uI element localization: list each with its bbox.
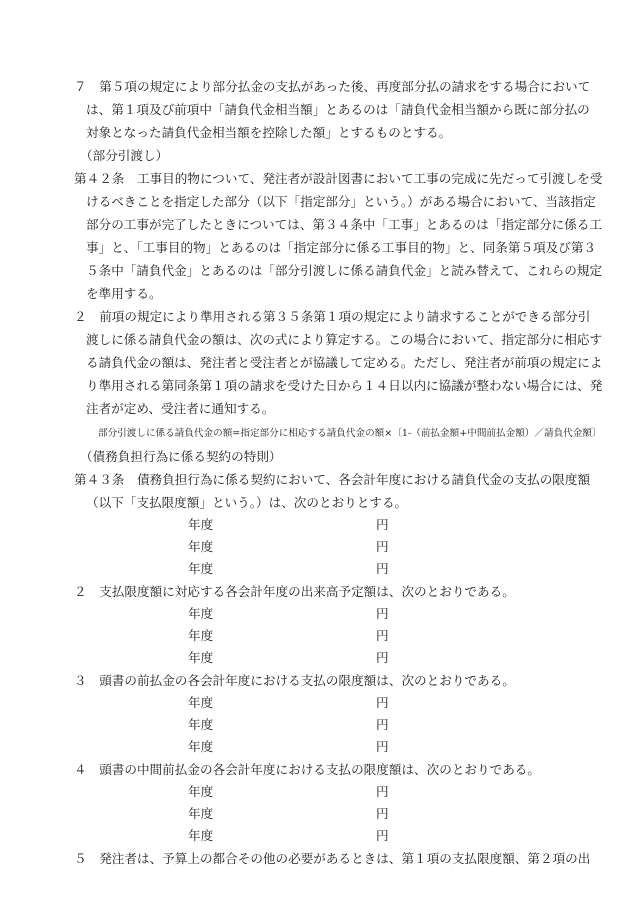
yen-label: 円: [376, 717, 389, 732]
yen-label: 円: [376, 606, 389, 621]
yen-label: 円: [376, 806, 389, 821]
article42-line-6: を準用する。: [86, 286, 162, 301]
year-label: 年度: [188, 739, 214, 754]
year-label: 年度: [188, 806, 214, 821]
article43-para-2: ２ 支払限度額に対応する各会計年度の出来高予定額は、次のとおりである。: [74, 584, 515, 599]
article42-line-3: 部分の工事が完了したときについては、第３４条中「工事」とあるのは「指定部分に係る工: [86, 217, 603, 232]
year-label: 年度: [188, 695, 214, 710]
article42-2-line-2: 渡しに係る請負代金の額は、次の式により算定する。この場合において、指定部分に相応す: [86, 332, 603, 347]
article42-line-2: けるべきことを指定した部分（以下「指定部分」という。）がある場合において、当該指定: [86, 194, 596, 209]
article43-line-1: 第４３条 債務負担行為に係る契約において、各会計年度における請負代金の支払の限度額: [74, 472, 591, 487]
yen-label: 円: [376, 828, 389, 843]
article43-para-3: ３ 頭書の前払金の各会計年度における支払の限度額は、次のとおりである。: [74, 673, 515, 688]
article42-line-4: 事」と、「工事目的物」とあるのは「指定部分に係る工事目的物」と、同条第５項及び第３: [86, 240, 597, 255]
year-label: 年度: [188, 561, 214, 576]
heading-article-43: （債務負担行為に係る契約の特則）: [80, 449, 282, 464]
year-label: 年度: [188, 828, 214, 843]
article43-para-4: ４ 頭書の中間前払金の各会計年度における支払の限度額は、次のとおりである。: [74, 762, 540, 777]
article42-2-line-4: り準用される第同条第１項の請求を受けた日から１４日以内に協議が整わない場合には、発: [86, 378, 603, 393]
yen-label: 円: [376, 739, 389, 754]
section7-line-1: ７ 第５項の規定により部分払金の支払があった後、再度部分払の請求をする場合において: [74, 79, 591, 94]
year-label: 年度: [188, 650, 214, 665]
article42-2-line-3: る請負代金の額は、発注者と受注者とが協議して定める。ただし、発注者が前項の規定によ: [86, 355, 603, 370]
section7-line-2: は、第１項及び前項中「請負代金相当額」とあるのは「請負代金相当額から既に部分払の: [86, 102, 590, 117]
yen-label: 円: [376, 695, 389, 710]
heading-article-42: （部分引渡し）: [80, 148, 169, 163]
article42-line-1: 第４２条 工事目的物について、発注者が設計図書において工事の完成に先だって引渡しを受: [74, 171, 603, 186]
yen-label: 円: [376, 561, 389, 576]
formula-line: 部分引渡しに係る請負代金の額=指定部分に相応する請負代金の額×〔1-（前払金額+中間前払金額）／請負代金額〕: [98, 428, 602, 439]
article43-line-2: （以下「支払限度額」という。）は、次のとおりとする。: [86, 495, 408, 510]
yen-label: 円: [376, 784, 389, 799]
article42-2-line-5: 注者が定め、受注者に通知する。: [86, 401, 275, 416]
year-label: 年度: [188, 628, 214, 643]
article42-line-5: ５条中「請負代金」とあるのは「部分引渡しに係る請負代金」と読み替えて、これらの規定: [86, 263, 603, 278]
yen-label: 円: [376, 517, 389, 532]
year-label: 年度: [188, 539, 214, 554]
year-label: 年度: [188, 717, 214, 732]
year-label: 年度: [188, 606, 214, 621]
article43-para-5: ５ 発注者は、予算上の都合その他の必要があるときは、第１項の支払限度額、第２項の出: [74, 851, 591, 866]
yen-label: 円: [376, 539, 389, 554]
yen-label: 円: [376, 628, 389, 643]
yen-label: 円: [376, 650, 389, 665]
year-label: 年度: [188, 517, 214, 532]
year-label: 年度: [188, 784, 214, 799]
article42-2-line-1: ２ 前項の規定により準用される第３５条第１項の規定により請求することができる部分引: [74, 309, 591, 324]
section7-line-3: 対象となった請負代金相当額を控除した額」とするものとする。: [86, 125, 452, 140]
